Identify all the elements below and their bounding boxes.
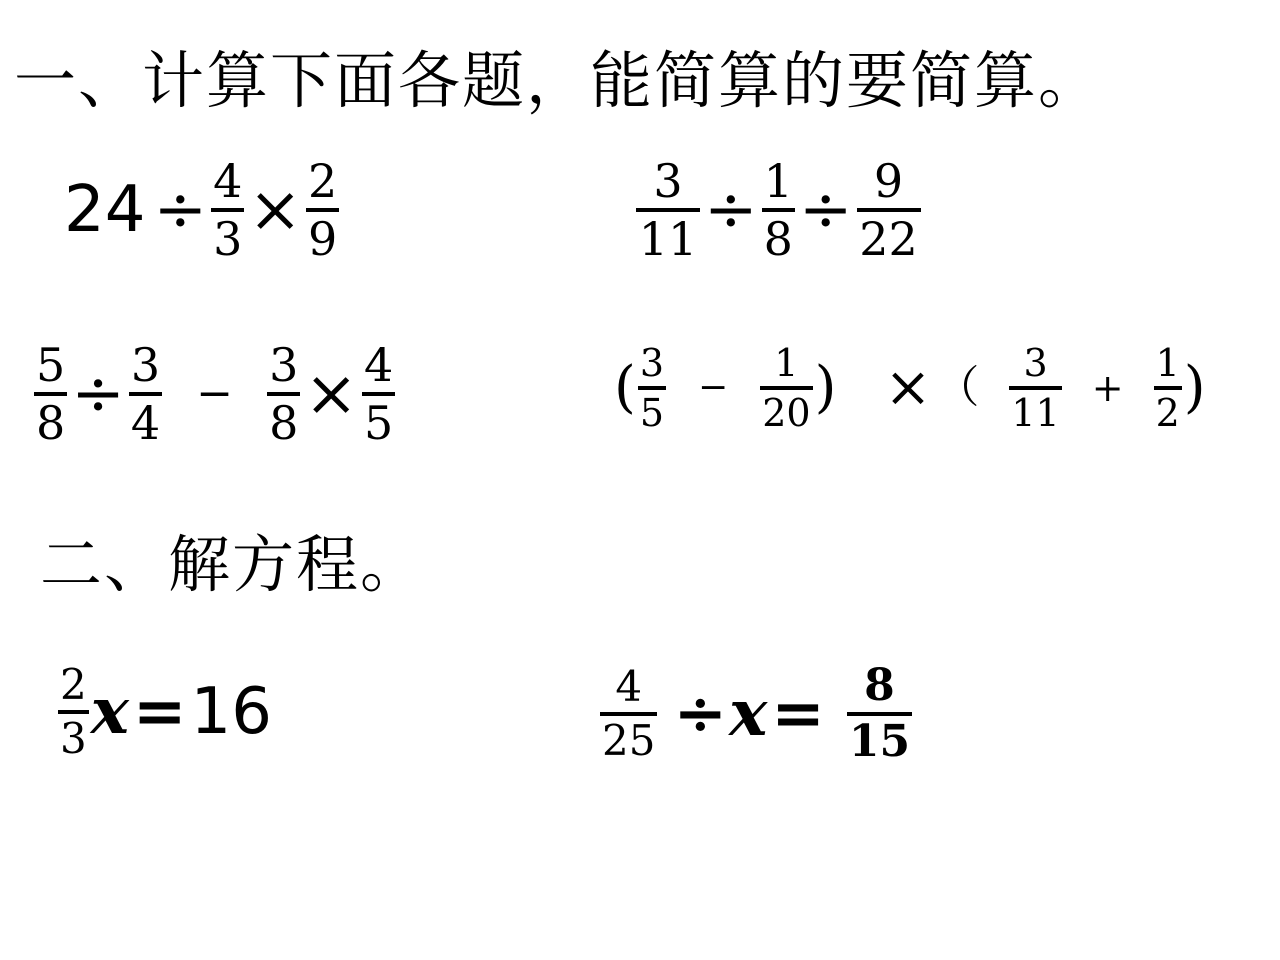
section-2-heading: 二、解方程。 [40,528,425,601]
numerator: 2 [307,154,338,208]
denominator: 11 [1011,391,1060,435]
right-paren: ) [1183,355,1206,420]
equation-1 [58,660,274,763]
denominator: 15 [848,716,911,767]
divide-sign: ÷ [704,173,758,247]
plus-sign: + [1091,366,1124,410]
minus-sign: − [698,367,729,408]
minus-sign: − [196,368,234,419]
denominator: 5 [363,396,394,450]
fraction [306,154,339,266]
numerator: 4 [213,154,243,208]
variable-x: x [90,674,129,749]
divide-sign: ÷ [71,357,125,431]
fraction [129,338,162,450]
fraction [362,338,395,450]
fraction [638,341,666,435]
fraction [857,154,921,266]
fraction [847,660,912,767]
numerator: 1 [774,341,799,385]
numerator: 9 [873,154,904,208]
section-1-heading: 一、计算下面各题，能简算的要简算。 [14,44,1103,117]
numerator: 3 [653,154,683,208]
denominator: 8 [763,212,793,266]
divide-sign: ÷ [798,173,853,247]
variable-x: x [729,676,768,751]
equals-sign: = [771,676,825,751]
equals-sign: = [132,674,187,749]
numerator: 2 [60,660,87,709]
denominator: 2 [1155,391,1180,435]
fraction [34,338,67,450]
multiply-sign: × [884,355,932,420]
numerator: 3 [639,341,665,385]
fraction [1154,341,1182,435]
denominator: 5 [639,391,665,435]
denominator: 20 [762,391,811,435]
divide-sign: ÷ [153,173,208,247]
fraction [267,338,300,450]
problem-1 [60,154,339,266]
denominator: 3 [60,714,87,763]
numerator: 4 [363,338,394,392]
right-hand-value: 16 [190,675,272,749]
left-paren: ( [614,355,636,420]
numerator: 4 [615,662,643,711]
fraction [1009,341,1061,435]
fraction [636,154,700,266]
problem-2 [636,154,921,266]
denominator: 22 [859,212,918,266]
denominator: 8 [36,396,66,450]
problem-4 [612,341,1208,435]
fraction [211,154,244,266]
numerator: 1 [1155,341,1180,385]
denominator: 3 [213,212,243,266]
numerator: 8 [864,660,895,711]
denominator: 8 [269,396,299,450]
denominator: 9 [307,212,338,266]
fraction [760,341,812,435]
divide-sign: ÷ [673,676,728,751]
denominator: 25 [602,716,656,765]
denominator: 4 [130,396,161,450]
problem-3 [34,338,395,450]
fraction-bar [1009,386,1061,390]
numerator: 1 [763,154,793,208]
whole-number: 24 [64,173,146,247]
numerator: 3 [130,338,161,392]
multiply-sign: × [304,357,358,431]
fraction [600,662,657,765]
fraction-bar [1154,386,1182,390]
numerator: 5 [36,338,66,392]
multiply-sign: × [248,173,302,247]
right-paren: ) [814,355,837,420]
left-paren: （ [935,362,980,413]
fraction [762,154,795,266]
equation-2 [600,660,912,767]
denominator: 11 [638,212,698,266]
numerator: 3 [1023,341,1048,385]
fraction-bar [638,386,666,390]
numerator: 3 [269,338,299,392]
fraction-bar [760,386,812,390]
fraction [58,660,89,763]
